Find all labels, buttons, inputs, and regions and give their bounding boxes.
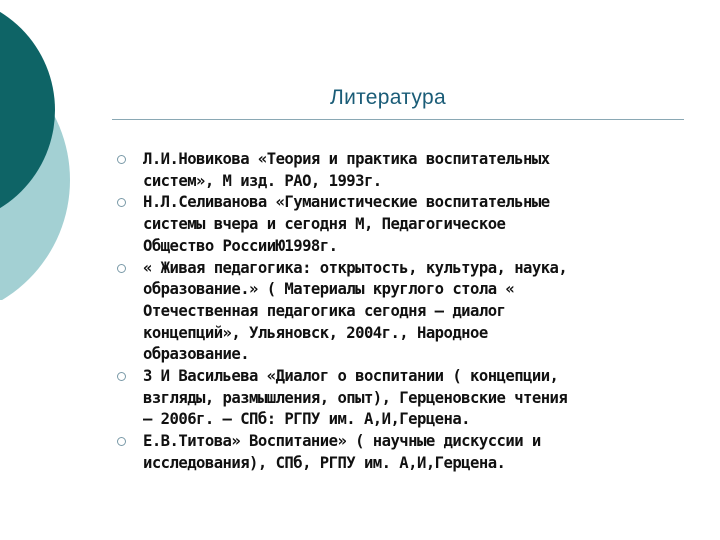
bullet-circle-icon: [117, 437, 126, 446]
bullet-circle-icon: [117, 198, 126, 207]
list-item-text: З И Васильева «Диалог о воспитании ( концепции, взгляды, размышления, опыт), Герценовские чтения – 2006г. – СПб: РГПУ им. А,И,Герцена.: [143, 367, 568, 429]
list-item-text: Н.Л.Селиванова «Гуманистические воспитательные системы вчера и сегодня М, Педагогическое Общество РоссииЮ1998г.: [143, 193, 550, 255]
bullet-circle-icon: [117, 372, 126, 381]
list-item-text: Л.И.Новикова «Теория и практика воспитательных систем», М изд. РАО, 1993г.: [143, 150, 550, 190]
list-item-text: Е.В.Титова» Воспитание» ( научные дискуссии и исследования), СПб, РГПУ им. А,И,Герцена.: [143, 432, 541, 472]
list-item: [110, 149, 680, 192]
list-item-text: « Живая педагогика: открытость, культура, наука, образование.» ( Материалы круглого стола « Отечественная педагогика сегодня – диалог концепций», Ульяновск, 2004г., Народное образование.: [143, 258, 568, 364]
bullet-circle-icon: [117, 155, 126, 164]
bibliography-list: [110, 149, 680, 475]
list-item: [110, 366, 680, 431]
bullet-circle-icon: [117, 264, 126, 273]
list-item: [110, 258, 680, 367]
list-item: [110, 431, 680, 474]
slide-title: Литература: [330, 86, 446, 109]
list-item: [110, 192, 680, 257]
title-divider: [112, 119, 684, 120]
